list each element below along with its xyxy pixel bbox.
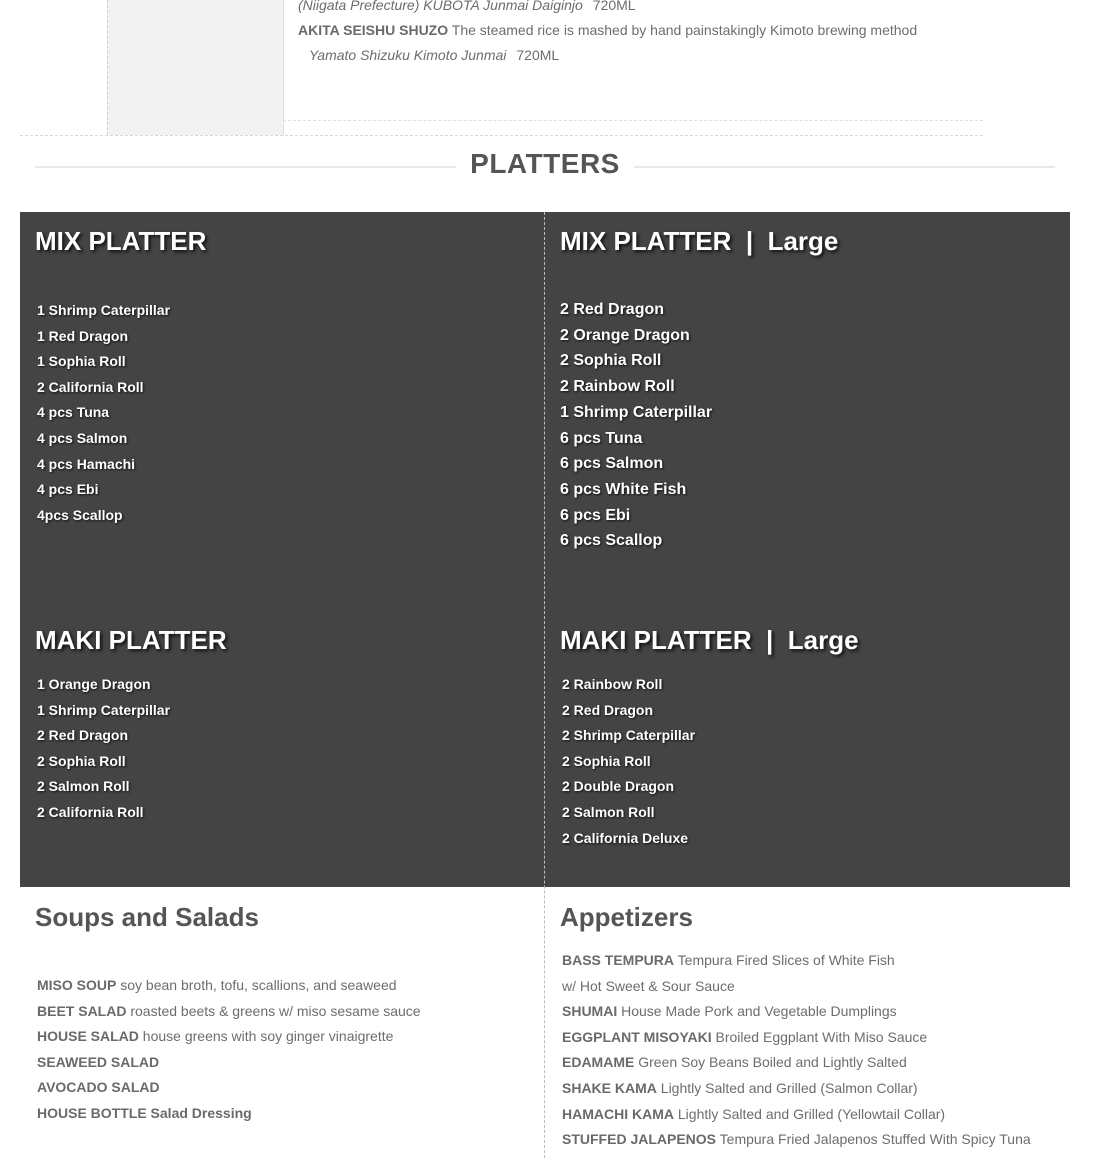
menu-item-name: SHAKE KAMA [562,1079,657,1096]
platter-item: 2 California Roll [37,803,144,820]
platters-panel [20,212,1070,887]
platter-item: 2 Red Dragon [560,301,665,318]
platter-item: 6 pcs Tuna [560,429,643,447]
platter-item: 1 Red Dragon [37,327,129,344]
menu-item-description: Broiled Eggplant With Miso Sauce [711,1028,928,1045]
menu-item-description: soy bean broth, tofu, scallions, and seaweed [116,977,397,993]
sake-name: (Niigata Prefecture) KUBOTA Junmai Daiginjo [298,0,583,13]
menu-item-description: house greens with soy ginger vinaigrette [138,1028,394,1045]
platter-item: 4 pcs Tuna [37,404,110,421]
platter-item: 1 Shrimp Caterpillar [560,403,713,421]
menu-item-name: SHUMAI [562,1003,618,1020]
section-divider [20,135,983,136]
menu-item-name: HAMACHI KAMA [562,1105,674,1122]
appetizers-list [562,948,1031,1153]
sake-description: The steamed rice is mashed by hand painstakingly Kimoto brewing method [451,22,918,38]
menu-item-name: EDAMAME [562,1054,635,1071]
platter-item: 6 pcs Salmon [560,455,664,473]
platter-item: 2 Sophia Roll [37,752,126,769]
appetizers-title: Appetizers [560,902,693,932]
sake-image-placeholder [107,0,284,135]
menu-item-name: HOUSE SALAD [37,1028,139,1045]
platter-item: 2 Rainbow Roll [562,676,663,692]
section-title: PLATTERS [0,148,1090,180]
platter-item: 1 Shrimp Caterpillar [37,701,171,718]
platter-item: 2 Salmon Roll [562,803,655,820]
menu-item-name: BASS TEMPURA [562,952,675,968]
platter-item: 1 Shrimp Caterpillar [37,302,171,318]
platter-item: 2 Salmon Roll [37,778,130,795]
menu-item [562,948,1031,974]
menu-item [37,1101,421,1127]
mix-platter-list [37,298,170,528]
sake-item-yamato [309,47,559,63]
menu-item [562,1050,1031,1076]
menu-item-description: Tempura Fired Slices of White Fish [674,952,895,968]
maki-platter-large-list [562,672,695,851]
sake-brewer: AKITA SEISHU SHUZO [298,22,449,38]
menu-item-description: Tempura Fried Jalapenos Stuffed With Spicy Tuna [716,1131,1031,1148]
menu-item [37,1050,421,1076]
soups-list [37,973,421,1127]
platter-item: 2 Rainbow Roll [560,378,675,396]
platter-item: 4pcs Scallop [37,506,123,523]
platter-item: 4 pcs Hamachi [37,455,136,472]
platter-item: 4 pcs Ebi [37,481,99,498]
menu-item-description: roasted beets & greens w/ miso sesame sauce [126,1002,421,1019]
menu-item-name: HOUSE BOTTLE Salad Dressing [37,1104,252,1121]
menu-item [562,1025,1031,1051]
menu-item-description: Lightly Salted and Grilled (Salmon Collar) [656,1079,918,1096]
sake-size: 720ML [592,0,636,13]
platter-item: 2 Sophia Roll [560,352,662,370]
menu-item-description: Lightly Salted and Grilled (Yellowtail Collar) [674,1105,946,1122]
platter-item: 2 Red Dragon [37,727,129,744]
sake-size: 720ML [516,47,560,63]
menu-item-name: MISO SOUP [37,977,117,993]
platter-item: 1 Orange Dragon [37,676,151,692]
platter-item: 2 California Deluxe [562,829,689,846]
menu-item [562,974,1031,1000]
menu-item [37,973,421,999]
platter-item: 2 Orange Dragon [560,326,690,344]
menu-item-description: w/ Hot Sweet & Sour Sauce [562,977,735,994]
menu-item-description: House Made Pork and Vegetable Dumplings [617,1003,897,1020]
menu-item [37,1024,421,1050]
menu-item-name: AVOCADO SALAD [37,1079,160,1096]
maki-platter-list [37,672,170,826]
mix-platter-large-list [560,297,712,554]
menu-item [562,999,1031,1025]
platter-item: 6 pcs Ebi [560,506,631,524]
platter-item: 2 California Roll [37,378,144,395]
maki-platter-title: MAKI PLATTER [35,625,227,655]
menu-item-name: EGGPLANT MISOYAKI [562,1028,712,1045]
menu-item [562,1127,1031,1153]
platter-item: 2 Shrimp Caterpillar [562,727,696,744]
mix-platter-title: MIX PLATTER [35,226,207,256]
sake-item-kubota [298,0,636,13]
mix-platter-large-title: MIX PLATTER | Large [560,226,839,256]
platter-item: 2 Sophia Roll [562,752,651,769]
sake-divider [283,120,983,121]
menu-item [562,1076,1031,1102]
maki-platter-large-title: MAKI PLATTER | Large [560,625,859,655]
platter-item: 6 pcs White Fish [560,480,687,498]
menu-item-name: BEET SALAD [37,1002,127,1019]
soups-title: Soups and Salads [35,902,259,932]
platter-item: 2 Double Dragon [562,778,675,795]
menu-item-name: SEAWEED SALAD [37,1053,160,1070]
platter-item: 2 Red Dragon [562,701,654,718]
menu-item [37,1075,421,1101]
sake-item-akita [298,22,917,38]
sake-name: Yamato Shizuku Kimoto Junmai [309,47,507,63]
menu-item [37,999,421,1025]
platter-item: 1 Sophia Roll [37,353,126,370]
platter-item: 4 pcs Salmon [37,429,128,446]
menu-item [562,1102,1031,1128]
menu-item-name: STUFFED JALAPENOS [562,1131,717,1148]
column-divider [544,212,545,1158]
menu-item-description: Green Soy Beans Boiled and Lightly Salted [634,1054,907,1071]
platter-item: 6 pcs Scallop [560,532,663,550]
